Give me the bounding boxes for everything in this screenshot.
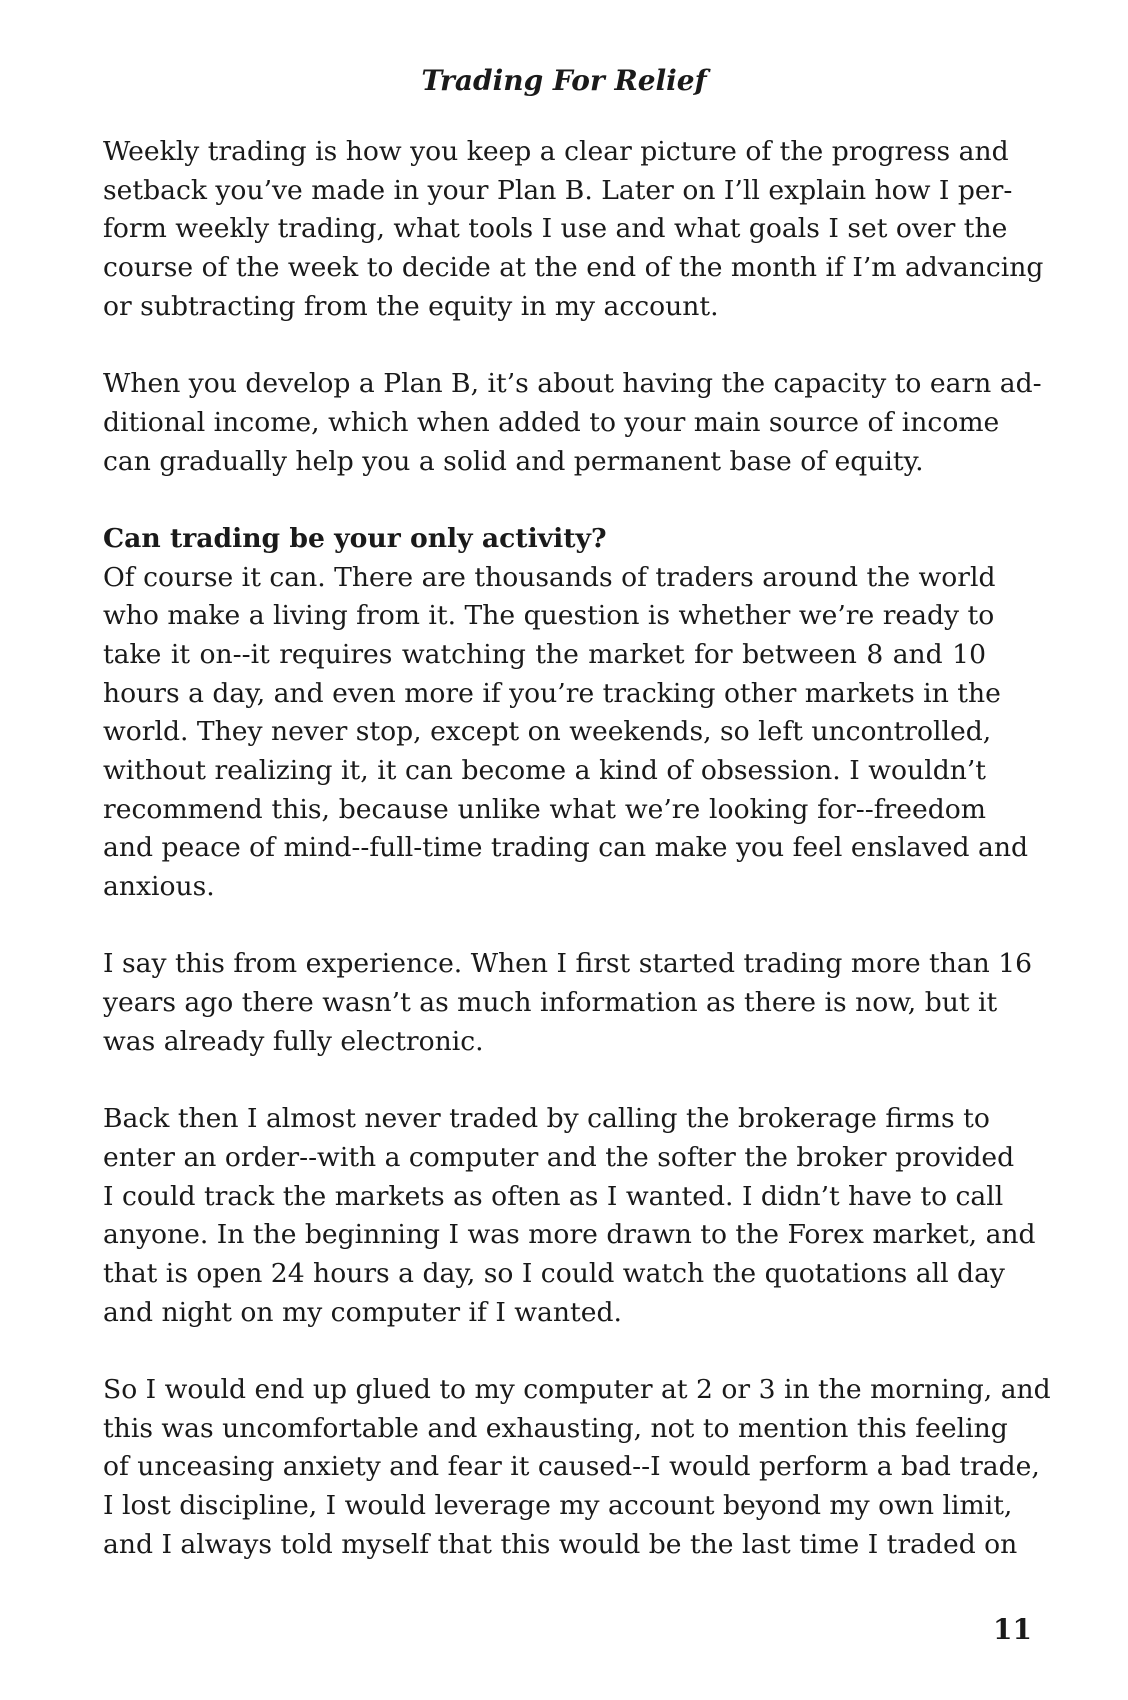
paragraph <box>103 365 1042 481</box>
text-line: anxious. <box>103 871 215 903</box>
text-line: I could track the markets as often as I wanted. I didn’t have to call <box>103 1180 1004 1212</box>
text-line: enter an order--with a computer and the softer the broker provided <box>103 1141 1015 1173</box>
text-line: this was uncomfortable and exhausting, not to mention this feeling <box>103 1412 1008 1444</box>
text-line: anyone. In the beginning I was more drawn to the Forex market, and <box>103 1219 1036 1251</box>
text-line: I say this from experience. When I first started trading more than 16 <box>103 948 1033 980</box>
paragraph <box>103 1371 1051 1564</box>
text-line: and peace of mind--full-time trading can make you feel enslaved and <box>103 832 1028 864</box>
text-line: take it on--it requires watching the market for between 8 and 10 <box>103 638 986 670</box>
text-line: When you develop a Plan B, it’s about having the capacity to earn ad- <box>103 368 1042 400</box>
text-line: setback you’ve made in your Plan B. Later on I’ll explain how I per- <box>103 174 1013 206</box>
section-heading: Can trading be your only activity? <box>103 522 607 554</box>
text-line: and I always told myself that this would be the last time I traded on <box>103 1528 1018 1560</box>
text-line: of unceasing anxiety and fear it caused--I would perform a bad trade, <box>103 1451 1040 1483</box>
text-line: who make a living from it. The question is whether we’re ready to <box>103 600 995 632</box>
text-line: form weekly trading, what tools I use and what goals I set over the <box>103 213 1008 245</box>
text-line: I lost discipline, I would leverage my account beyond my own limit, <box>103 1490 1013 1522</box>
paragraph <box>103 133 1044 326</box>
text-line: course of the week to decide at the end of the month if I’m advancing <box>103 252 1044 284</box>
paragraph-gap <box>103 326 986 365</box>
paragraph <box>103 1100 1036 1332</box>
text-line: without realizing it, it can become a kind of obsession. I wouldn’t <box>103 755 986 786</box>
body-text <box>103 133 1051 1564</box>
text-line: was already fully electronic. <box>103 1025 484 1057</box>
text-line: Of course it can. There are thousands of traders around the world <box>103 561 996 593</box>
paragraph-gap <box>103 1062 986 1101</box>
paragraph <box>103 520 1028 907</box>
text-line: hours a day, and even more if you’re tracking other markets in the <box>103 677 1001 709</box>
text-line: and night on my computer if I wanted. <box>103 1296 622 1328</box>
text-line: ditional income, which when added to your main source of income <box>103 406 1000 438</box>
paragraph <box>103 945 1033 1061</box>
text-line: recommend this, because unlike what we’re looking for--freedom <box>103 793 986 825</box>
paragraph-gap <box>103 907 986 946</box>
running-head: Trading For Relief <box>421 64 707 97</box>
text-line: Weekly trading is how you keep a clear picture of the progress and <box>103 136 1009 167</box>
text-line: Back then I almost never traded by calling the brokerage firms to <box>103 1103 990 1135</box>
text-line: that is open 24 hours a day, so I could watch the quotations all day <box>103 1257 1005 1289</box>
text-line: years ago there wasn’t as much information as there is now, but it <box>103 987 998 1019</box>
text-line: can gradually help you a solid and permanent base of equity. <box>103 445 924 477</box>
paragraph-gap <box>103 481 986 520</box>
paragraph-gap <box>103 1332 986 1371</box>
text-line: or subtracting from the equity in my account. <box>103 290 719 322</box>
text-line: So I would end up glued to my computer at 2 or 3 in the morning, and <box>103 1374 1051 1405</box>
text-line: world. They never stop, except on weekends, so left uncontrolled, <box>103 716 992 748</box>
page-number: 11 <box>993 1613 1032 1646</box>
